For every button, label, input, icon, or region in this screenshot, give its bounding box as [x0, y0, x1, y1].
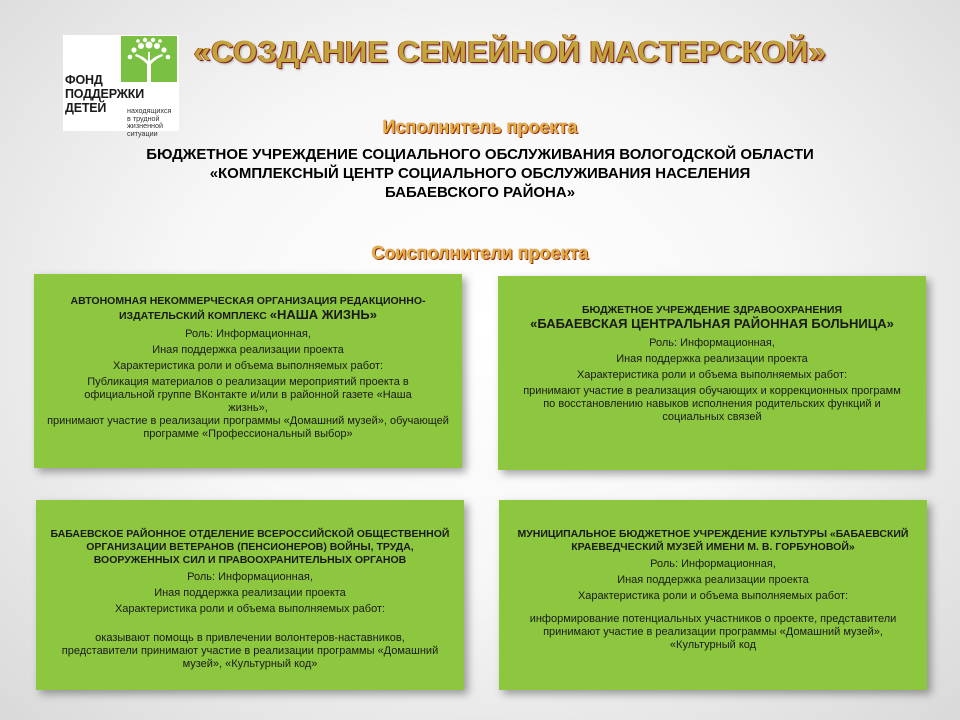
- executor-line-3: БАБАЕВСКОГО РАЙОНА»: [384, 184, 576, 201]
- card-role: Роль: Информационная,: [649, 337, 775, 349]
- card-org: БЮДЖЕТНОЕ УЧРЕЖДЕНИЕ ЗДРАВООХРАНЕНИЯ «БАБАЕВСКАЯ ЦЕНТРАЛЬНАЯ РАЙОННАЯ БОЛЬНИЦА»: [530, 304, 894, 331]
- card-characteristic: Характеристика роли и объема выполняемых работ:: [114, 603, 386, 615]
- card-org: МУНИЦИПАЛЬНОЕ БЮДЖЕТНОЕ УЧРЕЖДЕНИЕ КУЛЬТУРЫ «БАБАЕВСКИЙ КРАЕВЕДЧЕСКИЙ МУЗЕЙ ИМЕНИ М. В. ГОРБУНОВОЙ»: [517, 528, 909, 553]
- coexecutor-card-museum: [499, 500, 927, 690]
- executor-line-2: «КОМПЛЕКСНЫЙ ЦЕНТР СОЦИАЛЬНОГО ОБСЛУЖИВАНИЯ НАСЕЛЕНИЯ: [209, 165, 751, 182]
- executor-block: [40, 145, 920, 202]
- coexecutor-card-veterans: [36, 500, 464, 690]
- executor-line-1: БЮДЖЕТНОЕ УЧРЕЖДЕНИЕ СОЦИАЛЬНОГО ОБСЛУЖИВАНИЯ ВОЛОГОДСКОЙ ОБЛАСТИ: [146, 146, 814, 163]
- card-characteristic: Характеристика роли и объема выполняемых работ:: [576, 369, 848, 381]
- coexecutor-card-nasha-zhizn: [34, 274, 462, 468]
- card-characteristic: Характеристика роли и объема выполняемых работ:: [577, 590, 849, 602]
- logo-line-3: ДЕТЕЙ: [65, 101, 107, 115]
- card-org: БАБАЕВСКОЕ РАЙОННОЕ ОТДЕЛЕНИЕ ВСЕРОССИЙСКОЙ ОБЩЕСТВЕННОЙ ОРГАНИЗАЦИИ ВЕТЕРАНОВ (ПЕНСИОНЕРОВ) ВОЙНЫ, ТРУДА, ВООРУЖЕННЫХ СИЛ И ПРАВООХРАНИТЕЛЬНЫХ ОРГАНОВ: [50, 528, 450, 566]
- card-role: Роль: Информационная,: [650, 558, 776, 570]
- card-work-2: принимают участие в реализации программы «Домашний музей», обучающей программе «Профессиональный выбор»: [47, 415, 449, 440]
- coexecutor-card-hospital: [498, 276, 926, 470]
- card-support: Иная поддержка реализации проекта: [616, 353, 808, 365]
- card-work: оказывают помощь в привлечении волонтеров-наставников, представители принимают участие в реализации программы «Домашний музей», «Культурный код»: [61, 632, 439, 670]
- logo-line-1: ФОНД: [65, 73, 103, 87]
- card-role: Роль: Информационная,: [187, 571, 313, 583]
- card-work: информирование потенциальных участников о проекте, представители принимают участие в реализации программы «Домашний музей», «Культурный код: [529, 613, 897, 651]
- card-characteristic: Характеристика роли и объема выполняемых работ:: [112, 360, 384, 372]
- card-support: Иная поддержка реализации проекта: [154, 587, 346, 599]
- logo-subtitle: находящихся в трудной жизненной ситуации: [127, 106, 172, 138]
- card-role: Роль: Информационная,: [185, 328, 311, 340]
- coexecutors-heading: Соисполнители проекта: [371, 243, 589, 263]
- executor-heading: Исполнитель проекта: [382, 117, 578, 137]
- tree-logo-icon: [121, 36, 177, 82]
- card-support: Иная поддержка реализации проекта: [152, 344, 344, 356]
- page-title: «СОЗДАНИЕ СЕМЕЙНОЙ МАСТЕРСКОЙ»: [193, 34, 827, 69]
- card-org: АВТОНОМНАЯ НЕКОММЕРЧЕСКАЯ ОРГАНИЗАЦИЯ РЕДАКЦИОННО-ИЗДАТЕЛЬСКИЙ КОМПЛЕКС «НАША ЖИЗНЬ»: [70, 295, 426, 322]
- card-support: Иная поддержка реализации проекта: [617, 574, 809, 586]
- logo-line-2: ПОДДЕРЖКИ: [65, 87, 144, 101]
- card-work: принимают участие в реализация обучающих и коррекционных программ по восстановлению навыков исполнения родительских функций и социальных связей: [523, 385, 901, 423]
- card-work: Публикация материалов о реализации мероприятий проекта в официальной группе ВКонтакте и/или в районной газете «Наша жизнь»,: [84, 376, 412, 414]
